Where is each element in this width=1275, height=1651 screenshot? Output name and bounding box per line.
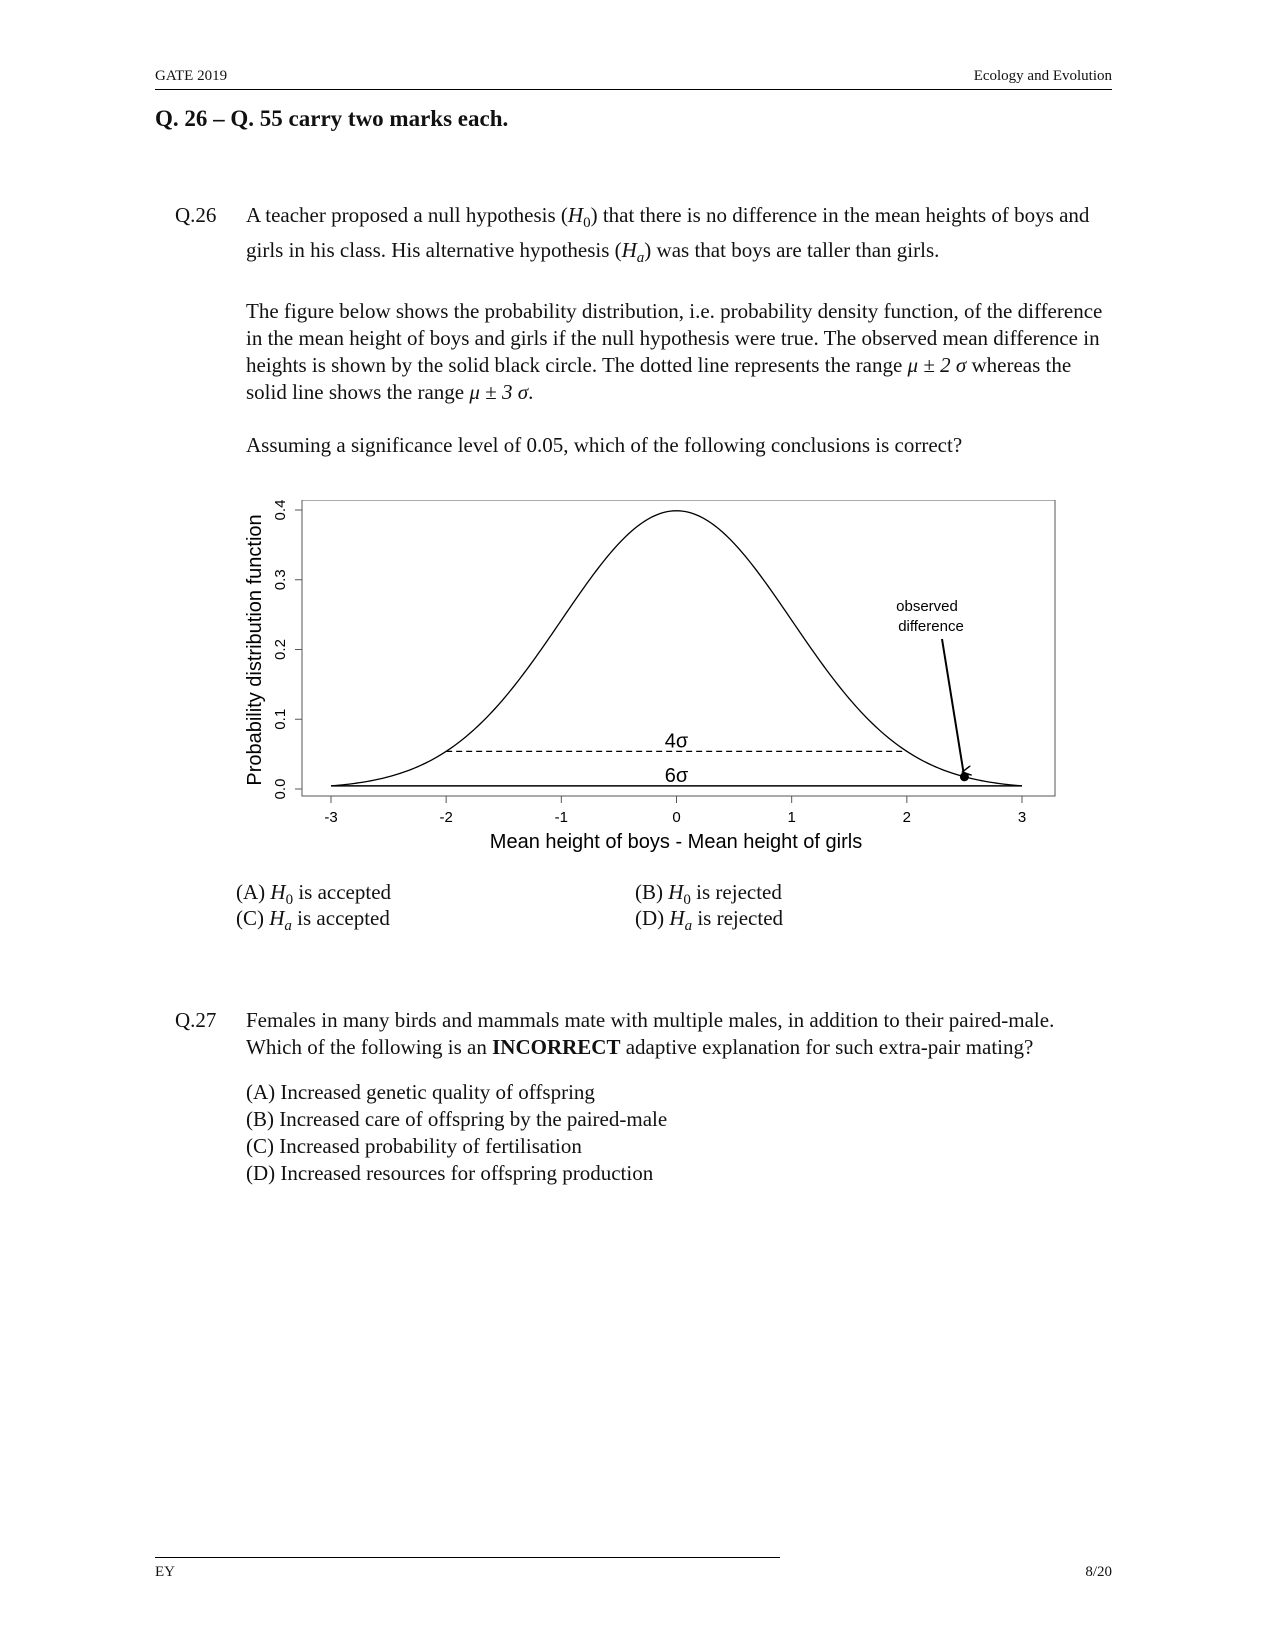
- q27-option-d[interactable]: (D) Increased resources for offspring production: [246, 1161, 654, 1185]
- q26-stem-paragraph-2: The figure below shows the probability distribution, i.e. probability density function, of the difference in the mean height of boys and girls if the null hypothesis were true. The observed mean difference in heights is shown by the solid black circle. The dotted line represents the range μ ± 2 σ whereas the solid line shows the range μ ± 3 σ.: [246, 299, 1103, 405]
- q26-stem: [246, 202, 1108, 485]
- q27-stem: [246, 1007, 1108, 1187]
- observed-difference-point: [960, 772, 969, 781]
- x-axis: [324, 796, 1026, 826]
- y-tick-label: 0.3: [272, 569, 289, 591]
- x-tick-label: 0: [672, 809, 681, 826]
- pdf-figure: [245, 500, 1115, 900]
- pdf-chart: [245, 500, 1115, 900]
- header-rule: [155, 89, 1112, 90]
- annotation-observed: observed: [896, 598, 958, 615]
- footer-paper-code: EY: [155, 1564, 175, 1580]
- y-tick-label: 0.0: [272, 778, 289, 800]
- q27-option-c[interactable]: (C) Increased probability of fertilisation: [246, 1134, 582, 1158]
- q26-number: Q.26: [175, 203, 217, 227]
- q27-option-a[interactable]: (A) Increased genetic quality of offspring: [246, 1080, 595, 1104]
- x-tick-label: 2: [902, 809, 912, 826]
- section-title: Q. 26 – Q. 55 carry two marks each.: [155, 106, 509, 131]
- y-tick-label: 0.4: [272, 500, 289, 521]
- q26-stem-paragraph-1: A teacher proposed a null hypothesis $(H_0)$ that there is no difference in the mean heights of boys and girls in his class. His alternative hypothesis $(H_a)$ was that boys are taller than girls.: [246, 203, 1090, 267]
- x-axis-label: Mean height of boys - Mean height of girls: [489, 831, 863, 853]
- x-tick-label: -2: [439, 809, 453, 826]
- header-exam-name: GATE 2019: [155, 68, 228, 84]
- y-axis-label: Probability distribution function: [245, 514, 266, 786]
- footer-page-number: 8/20: [1085, 1564, 1112, 1580]
- y-tick-label: 0.1: [272, 708, 289, 730]
- x-tick-label: -3: [324, 809, 338, 826]
- q27-option-b[interactable]: (B) Increased care of offspring by the paired-male: [246, 1107, 668, 1131]
- y-tick-label: 0.2: [272, 639, 289, 660]
- q27-incorrect-emphasis: INCORRECT: [492, 1035, 621, 1059]
- q27-number: Q.27: [175, 1008, 217, 1032]
- q27-stem-paragraph: Females in many birds and mammals mate with multiple males, in addition to their paired-male. Which of the following is an INCORRECT adaptive explanation for such extra-pair mating?: [246, 1008, 1055, 1059]
- x-tick-label: 3: [1017, 809, 1027, 826]
- q26-option-b[interactable]: (B) $H_0$ is rejected: [635, 880, 782, 909]
- x-tick-label: -1: [554, 809, 569, 826]
- y-axis: [272, 500, 302, 799]
- annotation-difference: difference: [898, 618, 964, 635]
- annotation-arrow: [942, 639, 963, 772]
- six-sigma-label: 6σ: [664, 764, 689, 787]
- footer-rule: [155, 1557, 780, 1558]
- x-tick-label: 1: [787, 809, 796, 826]
- four-sigma-label: 4σ: [664, 730, 689, 753]
- header-subject: Ecology and Evolution: [973, 68, 1112, 84]
- q26-option-c[interactable]: (C) $H_a$ is accepted: [236, 906, 390, 935]
- q26-option-a[interactable]: (A) $H_0$ is accepted: [236, 880, 392, 909]
- q26-option-d[interactable]: (D) $H_a$ is rejected: [635, 906, 784, 935]
- q26-stem-paragraph-3: Assuming a significance level of 0.05, which of the following conclusions is correct?: [246, 433, 963, 458]
